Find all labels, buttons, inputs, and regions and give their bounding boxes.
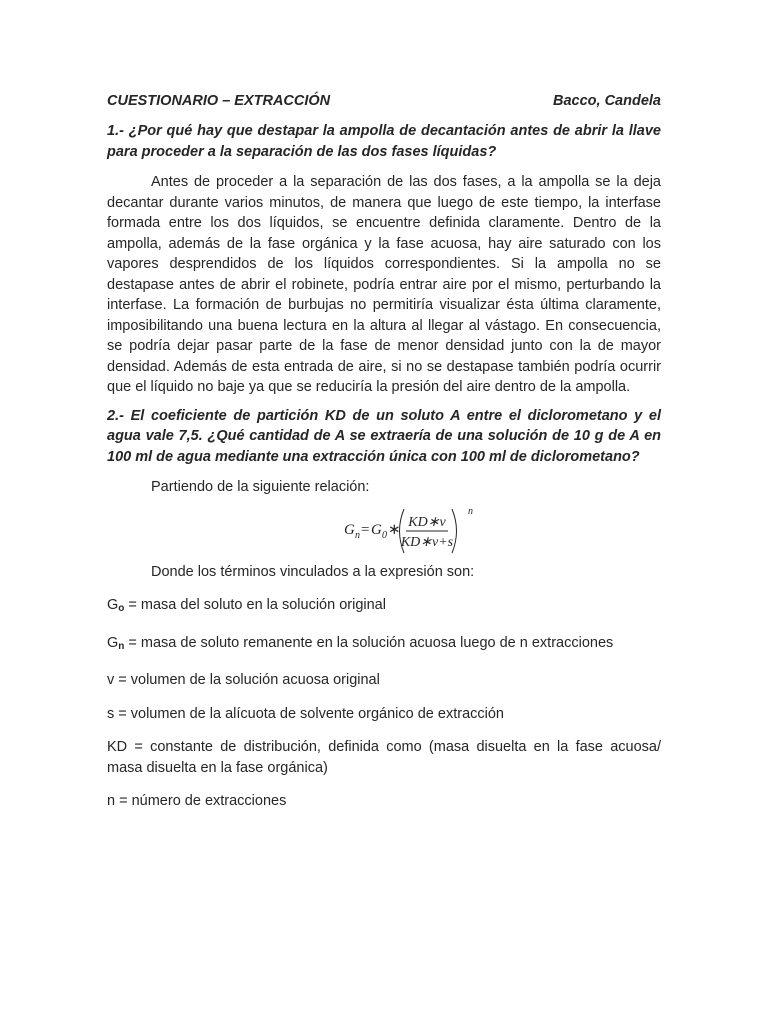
definition-v: v = volumen de la solución acuosa original (107, 672, 380, 688)
answer-1: Antes de proceder a la separación de las dos fases, a la ampolla se la deja decantar durante varios minutos, de manera que luego de este tiempo, la interfase formada entre los dos líquidos, se encuentre definida claramente. Dentro de la ampolla, además de la fase orgánica y la fase acuosa, hay aire saturado con los vapores desprendidos de los líquidos correspondientes. Si la ampolla no se destapase antes de abrir el robinete, podría entrar aire por el mismo, perturbando la interfase. La formación de burbujas no permitiría visualizar ésta última claramente, imposibilitando una buena lectura en la altura al llegar al vástago. En consecuencia, se podría dejar pasar parte de la fase de menor densidad junto con la de mayor densidad. Además de esta entrada de aire, si no se destapase también podría ocurrir que el líquido no baje ya que se reduciría la presión del aire dentro de la ampolla. (107, 174, 661, 395)
definition-s: s = volumen de la alícuota de solvente orgánico de extracción (107, 705, 504, 722)
terms-intro: Donde los términos vinculados a la expresión son: (151, 563, 475, 580)
formula-eq: = (361, 521, 370, 538)
formula-lhs: G (344, 521, 355, 538)
document-page (107, 88, 661, 825)
formula-exponent: n (468, 505, 473, 517)
author-name: Bacco, Candela (553, 93, 661, 109)
question-1: 1.- ¿Por qué hay que destapar la ampolla de decantación antes de abrir la llave para proceder a la separación de las dos fases líquidas? (107, 123, 661, 160)
formula-g-sub: 0 (382, 529, 387, 541)
document-header (107, 88, 661, 114)
definition-kd: KD = constante de distribución, definida como (masa disuelta en la fase acuosa/ masa disuelta en la fase orgánica) (107, 739, 661, 776)
formula-lhs-sub: n (355, 529, 360, 541)
formula-svg (344, 506, 484, 556)
document-title: CUESTIONARIO – EXTRACCIÓN (107, 93, 331, 109)
extraction-formula (167, 506, 661, 556)
formula-intro: Partiendo de la siguiente relación: (151, 479, 370, 495)
question-2: 2.- El coeficiente de partición KD de un soluto A entre el diclorometano y el agua vale 7,5. ¿Qué cantidad de A se extraería de una solución de 10 g de A en 100 ml de agua mediante una extracción única con 100 ml de diclorometano? (107, 407, 661, 465)
formula-times: ∗ (388, 521, 401, 538)
formula-g: G (371, 521, 382, 538)
formula-denominator: KD∗v+s (400, 534, 454, 550)
definition-gn: $G_n$ = masa de soluto remanente en la solución acuosa luego de n extracciones (107, 634, 614, 652)
formula-numerator: KD∗v (408, 514, 446, 530)
definition-g0: $G_o$ = masa del soluto en la solución original (107, 597, 386, 614)
definition-n: n = número de extracciones (107, 793, 287, 809)
